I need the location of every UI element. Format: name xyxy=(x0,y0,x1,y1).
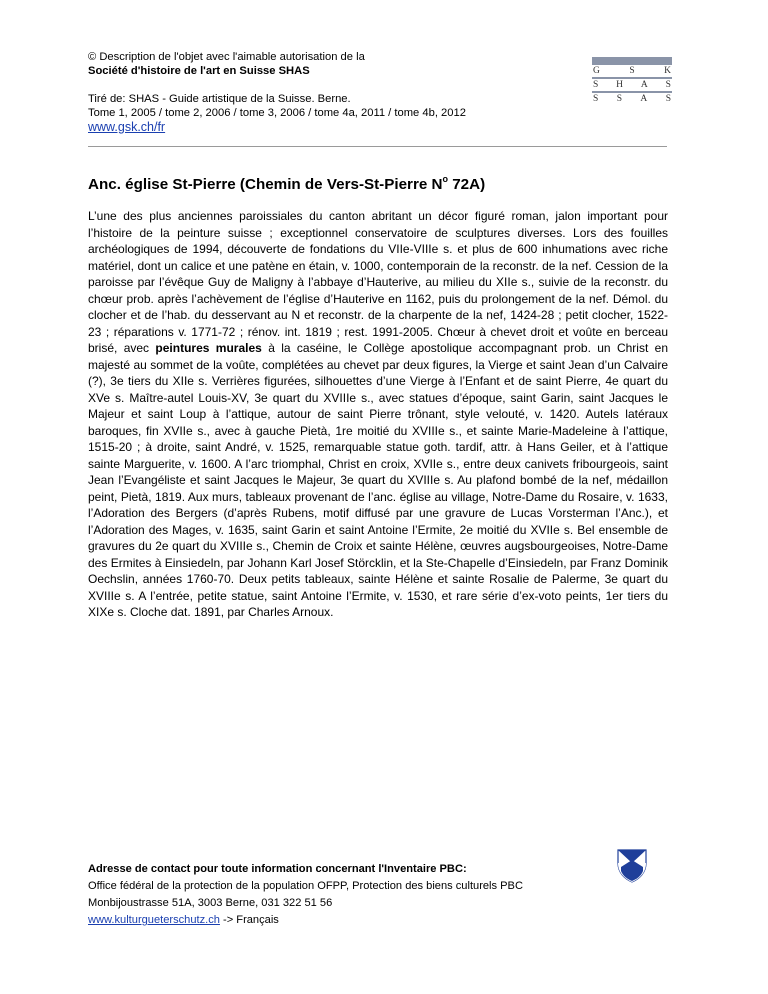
contact-heading: Adresse de contact pour toute information concernant l'Inventaire PBC: xyxy=(88,863,467,875)
highlight-peintures-murales: peintures murales xyxy=(155,341,262,355)
kgs-link[interactable]: www.kulturgueterschutz.ch xyxy=(88,914,220,926)
header-divider xyxy=(88,146,667,147)
logo-row-gsk: G S K xyxy=(593,66,671,76)
logo-bar xyxy=(592,57,672,65)
source-line-2: Tome 1, 2005 / tome 2, 2006 / tome 3, 2006 / tome 4a, 2011 / tome 4b, 2012 xyxy=(88,107,466,119)
logo-row-shas: S H A S xyxy=(593,80,671,90)
description-text: L’une des plus anciennes paroissiales du canton abritant un décor figuré roman, jalon important pour l’histoire de la peinture suisse ; exceptionnel conservatoire de sculptures diverses. Lors des fouilles archéologiques de 1994, découverte de fondations du VIIe-VIIIe s. et plus de 600 inhumations avec riche matériel, dont un calice et une patène en étain, v. 1000, contemporain de la reconstr. de la nef. Cession de la paroisse par l’évêque Guy de Maligny à l’abbaye d’Hauterive, au milieu du XIIe s., suivie de la reconstr. du chœur prob. après l’achèvement de l’église d’Hauterive en 1162, puis du prolongement de la nef. Démol. du clocher et de l’hab. du desservant au N et reconstr. de la charpente de la nef, 1424-28 ; petit clocher, 1522-23 ; réparations v. 1771-72 ; rénov. int. 1819 ; rest. 1991-2005. Chœur à chevet droit et voûte en berceau brisé, avec peintures murales à la caséine, le Collège apostolique accompagnant prob. un Christ en majesté au sommet de la voûte, complétées au chevet par deux figures, la Vierge et saint Jean d’un Calvaire (?), 3e tiers du XIIe s. Verrières figurées, silhouettes d’une Vierge à l’Enfant et de saint Pierre, 4e quart du XVe s. Maître-autel Louis-XV, 3e quart du XVIIIe s., avec statues d’époque, saint Garin, saint Jacques le Majeur et saint Loup à l’attique, autour de saint Pierre trônant, style velouté, v. 1420. Autels latéraux baroques, fin XVIIe s., avec à gauche Pietà, 1re moitié du XVIIIe s., et sainte Marie-Madeleine à l’attique, 1515-20 ; à droite, saint André, v. 1525, remarquable statue goth. tardif, attr. à Hans Geiler, et à l’attique sainte Marguerite, v. 1600. A l’arc triomphal, Christ en croix, XVIIe s., entre deux canivets fribourgeois, saint Jean l’Evangéliste et saint Jacques le Majeur, 3e quart du XVIIIe s. Au plafond bombé de la nef, médaillon peint, Pietà, 1819. Aux murs, tableaux provenant de l’anc. église au village, Notre-Dame du Rosaire, v. 1633, l’Adoration des Bergers (d’après Rubens, motif diffusé par une gravure de Lucas Vorsterman l’Anc.), et l’Adoration des Mages, v. 1635, saint Garin et saint Antoine l’Ermite, 2e moitié du XVIIe s. Bel ensemble de gravures du 2e quart du XVIIIe s., Chemin de Croix et sainte Hélène, œuvres augsbourgeoises, Notre-Dame des Ermites à Einsiedeln, par Johann Karl Josef Störcklin, et la Ste-Chapelle d’Einsiedeln, par Franz Dominik Oechslin, années 1760-70. Deux petits tableaux, sainte Hélène et sainte Rosalie de Palerme, 3e quart du XVIIIe s. A l’entrée, petite statue, saint Antoine l’Ermite, v. 1530, et rare série d’ex-voto peints, 1er tiers du XIXe s. Cloche dat. 1891, par Charles Arnoux. xyxy=(88,209,669,619)
credit-line-1: © Description de l'objet avec l'aimable autorisation de la xyxy=(88,51,365,63)
page-title: Anc. église St-Pierre (Chemin de Vers-St-Pierre $N^o$ 72A) xyxy=(88,174,486,193)
header-credits xyxy=(88,50,588,135)
gsk-logo xyxy=(592,57,672,105)
contact-office: Office fédéral de la protection de la population OFPP, Protection des biens culturels PBC xyxy=(88,880,523,892)
pbc-shield-icon xyxy=(617,849,647,883)
link-suffix: -> Français xyxy=(219,914,279,926)
logo-row-ssas: S S A S xyxy=(593,94,671,104)
gsk-link[interactable]: www.gsk.ch/fr xyxy=(88,120,166,134)
source-line-1: Tiré de: SHAS - Guide artistique de la Suisse. Berne. xyxy=(88,93,351,105)
contact-footer xyxy=(88,861,608,929)
credit-line-2: Société d'histoire de l'art en Suisse SHAS xyxy=(88,65,310,77)
contact-address: Monbijoustrasse 51A, 3003 Berne, 031 322 51 56 xyxy=(88,897,333,909)
